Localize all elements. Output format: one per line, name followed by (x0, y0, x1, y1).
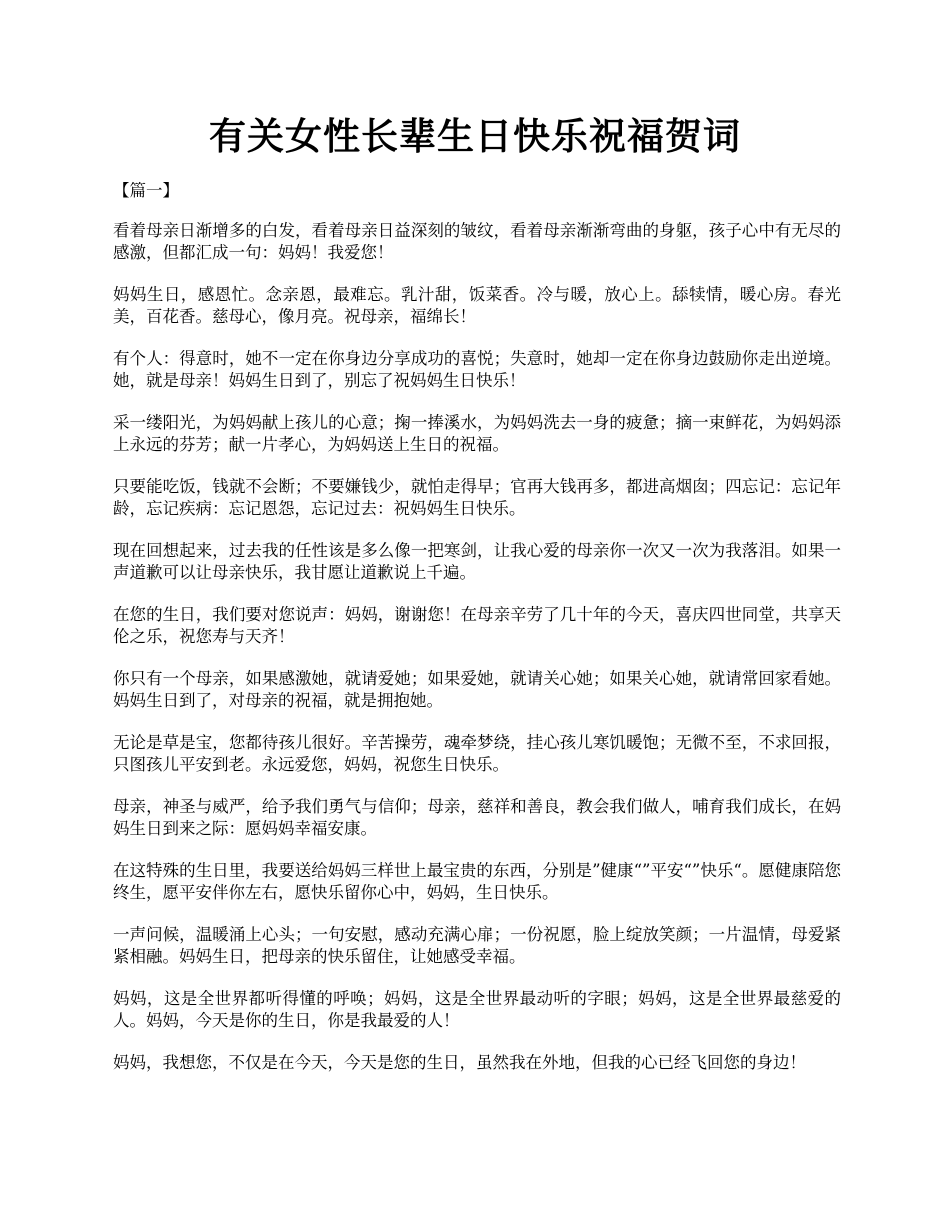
paragraph: 一声问候，温暖涌上心头；一句安慰，感动充满心扉；一份祝愿，脸上绽放笑颜；一片温情，母爱紧紧相融。妈妈生日，把母亲的快乐留住，让她感受幸福。 (113, 925, 841, 966)
paragraph: 看着母亲日渐增多的白发，看着母亲日益深刻的皱纹，看着母亲渐渐弯曲的身躯，孩子心中有无尽的感激，但都汇成一句：妈妈！我爱您！ (113, 221, 841, 262)
paragraph: 无论是草是宝，您都待孩儿很好。辛苦操劳，魂牵梦绕，挂心孩儿寒饥暖饱；无微不至，不求回报，只图孩儿平安到老。永远爱您，妈妈，祝您生日快乐。 (113, 733, 841, 774)
paragraph: 妈妈，我想您，不仅是在今天，今天是您的生日，虽然我在外地，但我的心已经飞回您的身边！ (113, 1053, 806, 1072)
paragraph: 你只有一个母亲，如果感激她，就请爱她；如果爱她，就请关心她；如果关心她，就请常回家看她。妈妈生日到了，对母亲的祝福，就是拥抱她。 (113, 669, 841, 710)
paragraph: 在这特殊的生日里，我要送给妈妈三样世上最宝贵的东西，分别是”健康“”平安“”快乐“。愿健康陪您终生，愿平安伴你左右，愿快乐留你心中，妈妈，生日快乐。 (113, 861, 841, 902)
page-title: 有关女性长辈生日快乐祝福贺词 (209, 114, 741, 158)
paragraph: 只要能吃饭，钱就不会断；不要嫌钱少，就怕走得早；官再大钱再多，都进高烟囱；四忘记：忘记年龄，忘记疾病：忘记恩怨，忘记过去：祝妈妈生日快乐。 (113, 477, 841, 518)
paragraph: 在您的生日，我们要对您说声：妈妈，谢谢您！在母亲辛劳了几十年的今天，喜庆四世同堂，共享天伦之乐，祝您寿与天齐！ (113, 605, 841, 646)
paragraph: 有个人：得意时，她不一定在你身边分享成功的喜悦；失意时，她却一定在你身边鼓励你走出逆境。她，就是母亲！妈妈生日到了，别忘了祝妈妈生日快乐！ (113, 349, 841, 390)
document-body (113, 220, 841, 1094)
paragraph: 妈妈，这是全世界都听得懂的呼唤；妈妈，这是全世界最动听的字眼；妈妈，这是全世界最慈爱的人。妈妈，今天是你的生日，你是我最爱的人！ (113, 989, 841, 1030)
paragraph: 母亲，神圣与威严，给予我们勇气与信仰；母亲，慈祥和善良，教会我们做人，哺育我们成长，在妈妈生日到来之际：愿妈妈幸福安康。 (113, 797, 841, 838)
paragraph: 妈妈生日，感恩忙。念亲恩，最难忘。乳汁甜，饭菜香。冷与暖，放心上。舔犊情，暖心房。春光美，百花香。慈母心，像月亮。祝母亲，福绵长！ (113, 285, 841, 326)
paragraph: 采一缕阳光，为妈妈献上孩儿的心意；掬一捧溪水，为妈妈洗去一身的疲惫；摘一束鲜花，为妈妈添上永远的芬芳；献一片孝心，为妈妈送上生日的祝福。 (113, 413, 841, 454)
section-label: 【篇一】 (113, 181, 179, 200)
paragraph: 现在回想起来，过去我的任性该是多么像一把寒剑，让我心爱的母亲你一次又一次为我落泪。如果一声道歉可以让母亲快乐，我甘愿让道歉说上千遍。 (113, 541, 841, 582)
